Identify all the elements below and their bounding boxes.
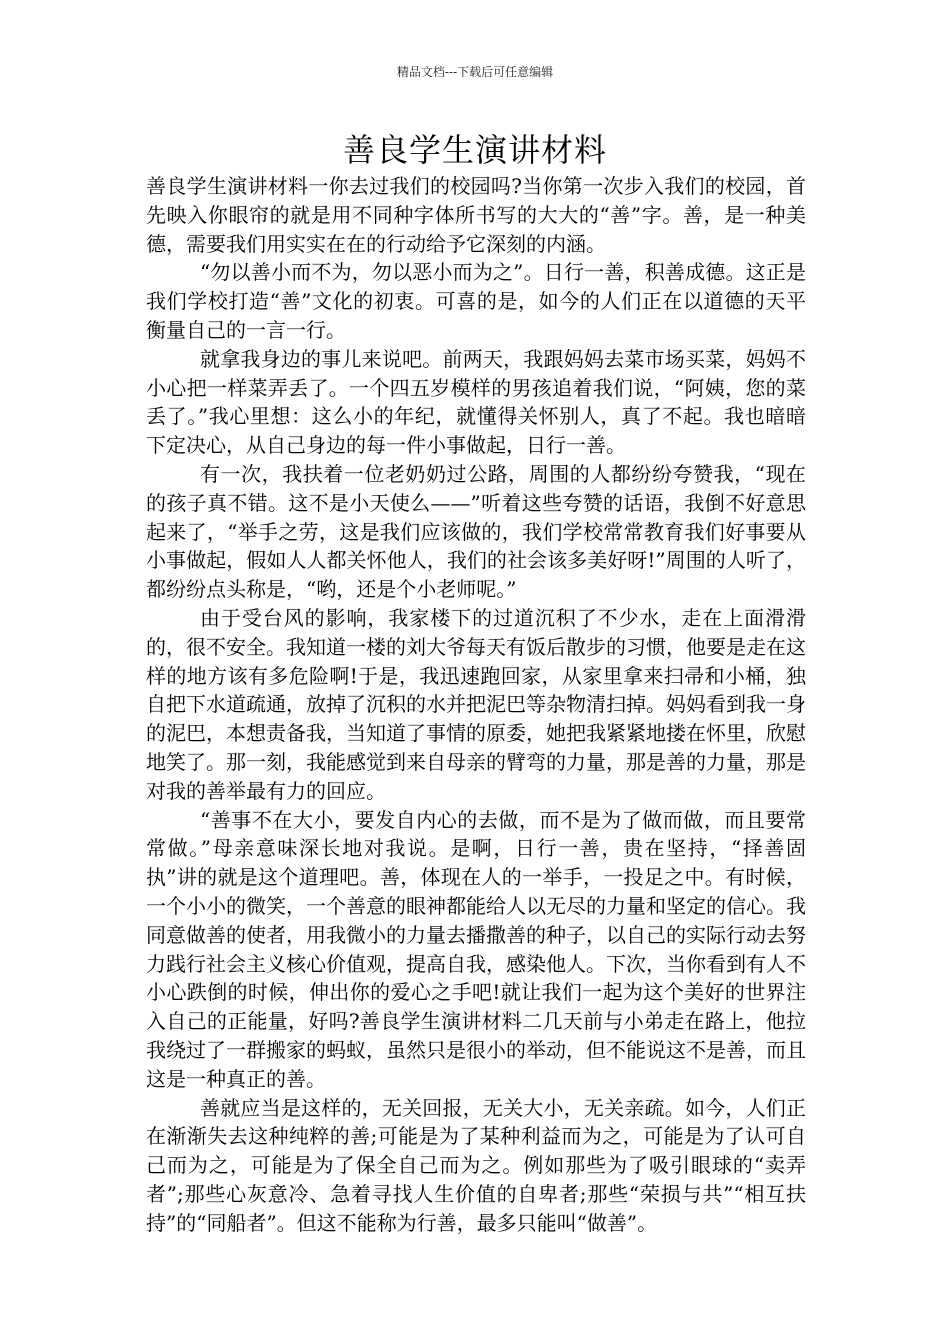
paragraph: “善事不在大小，要发自内心的去做，而不是为了做而做，而且要常常做。”母亲意味深长地对我说。是啊，日行一善，贵在坚持，“择善固执”讲的就是这个道理吧。善，体现在人的一举手，一投足之中。有时候，一个小小的微笑，一个善意的眼神都能给人以无尽的力量和坚定的信心。我同意做善的使者，用我微小的力量去播撒善的种子，以自己的实际行动去努力践行社会主义核心价值观，提高自我，感染他人。下次，当你看到有人不小心跌倒的时候，伸出你的爱心之手吧!就让我们一起为这个美好的世界注入自己的正能量，好吗?善良学生演讲材料二几天前与小弟走在路上，他拉我绕过了一群搬家的蚂蚁，虽然只是很小的举动，但不能说这不是善，而且这是一种真正的善。 bbox=[146, 807, 806, 1091]
document-title: 善良学生演讲材料 bbox=[342, 131, 607, 169]
paragraph: “勿以善小而不为，勿以恶小而为之”。日行一善，积善成德。这正是我们学校打造“善”文化的初衷。可喜的是，如今的人们正在以道德的天平衡量自己的一言一行。 bbox=[146, 260, 806, 342]
paragraph: 有一次，我扶着一位老奶奶过公路，周围的人都纷纷夸赞我，“现在的孩子真不错。这不是小天使么——”听着这些夸赞的话语，我倒不好意思起来了，“举手之劳，这是我们应该做的，我们学校常常教育我们好事要从小事做起，假如人人都关怀他人，我们的社会该多美好呀!”周围的人听了，都纷纷点头称是，“哟，还是个小老师呢。” bbox=[146, 461, 806, 602]
paragraph: 善良学生演讲材料一你去过我们的校园吗?当你第一次步入我们的校园，首先映入你眼帘的就是用不同种字体所书写的大大的“善”字。善，是一种美德，需要我们用实实在在的行动给予它深刻的内涵。 bbox=[146, 174, 806, 256]
paragraph: 就拿我身边的事儿来说吧。前两天，我跟妈妈去菜市场买菜，妈妈不小心把一样菜弄丢了。一个四五岁模样的男孩追着我们说，“阿姨，您的菜丢了。”我心里想：这么小的年纪，就懂得关怀别人，真了不起。我也暗暗下定决心，从自己身边的每一件小事做起，日行一善。 bbox=[146, 346, 806, 458]
page-header: 精品文档---下载后可任意编辑 bbox=[396, 65, 554, 79]
paragraph: 善就应当是这样的，无关回报，无关大小，无关亲疏。如今，人们正在渐渐失去这种纯粹的善;可能是为了某种利益而为之，可能是为了认可自己而为之，可能是为了保全自己而为之。例如那些为了吸引眼球的“卖弄者”;那些心灰意冷、急着寻找人生价值的自卑者;那些“荣损与共”“相互扶持”的“同船者”。但这不能称为行善，最多只能叫“做善”。 bbox=[146, 1095, 806, 1235]
paragraph: 由于受台风的影响，我家楼下的过道沉积了不少水，走在上面滑滑的，很不安全。我知道一楼的刘大爷每天有饭后散步的习惯，他要是走在这样的地方该有多危险啊!于是，我迅速跑回家，从家里拿来扫帚和小桶，独自把下水道疏通，放掉了沉积的水并把泥巴等杂物清扫掉。妈妈看到我一身的泥巴，本想责备我，当知道了事情的原委，她把我紧紧地搂在怀里，欣慰地笑了。那一刻，我能感觉到来自母亲的臂弯的力量，那是善的力量，那是对我的善举最有力的回应。 bbox=[146, 605, 806, 803]
document-body bbox=[146, 172, 806, 1237]
